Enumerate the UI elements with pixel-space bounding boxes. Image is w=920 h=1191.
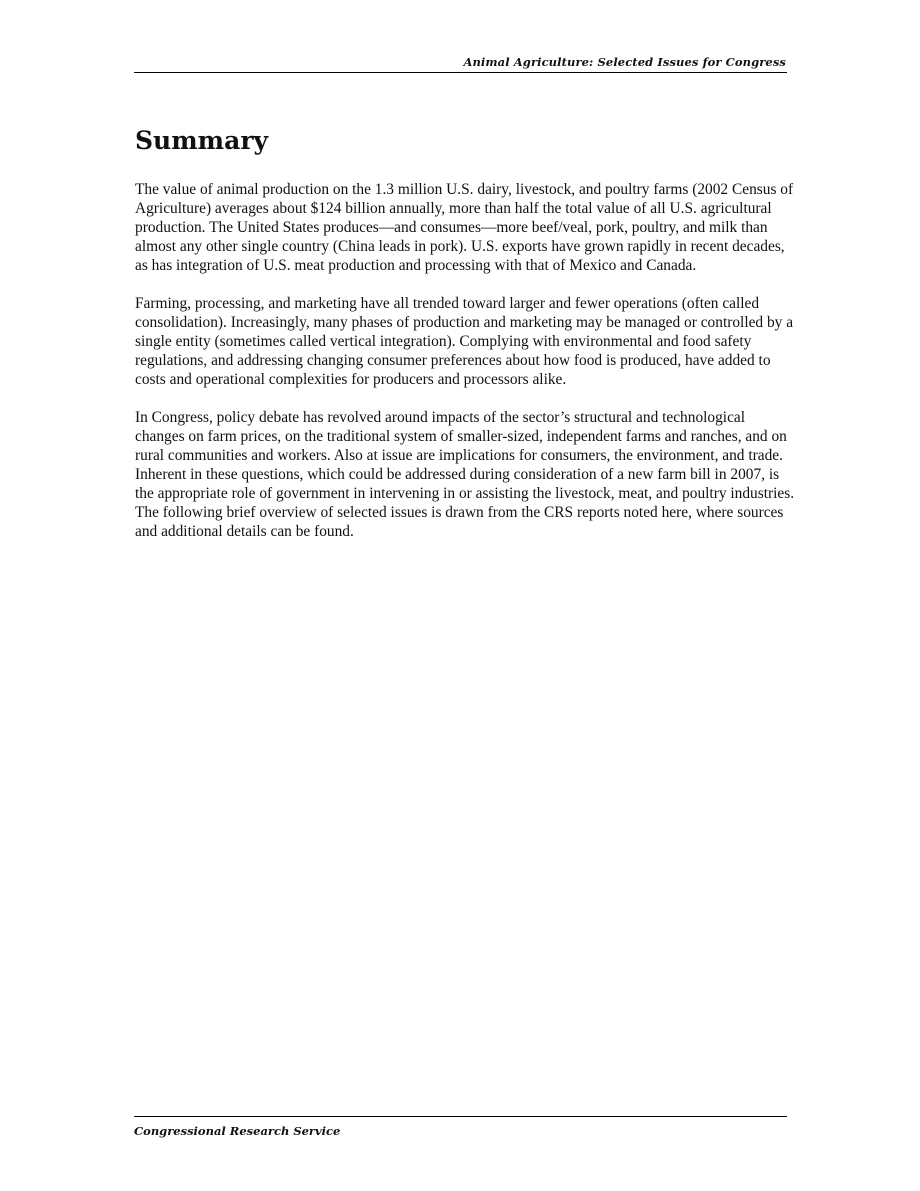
footer-label: Congressional Research Service: [134, 1124, 341, 1138]
page-footer: [134, 1116, 787, 1140]
paragraph-2: Farming, processing, and marketing have all trended toward larger and fewer operations (often called consolidation). Increasingly, many phases of production and marketing may be managed or controlled by a single entity (sometimes called vertical integration). Complying with environmental and food safety regulations, and addressing changing consumer preferences about how food is produced, have added to costs and operational complexities for producers and processors alike.: [135, 295, 794, 388]
paragraph-3: In Congress, policy debate has revolved around impacts of the sector’s structural and technological changes on farm prices, on the traditional system of smaller-sized, independent farms and ranches, and on rural communities and workers. Also at issue are implications for consumers, the environment, and trade. Inherent in these questions, which could be addressed during consideration of a new farm bill in 2007, is the appropriate role of government in intervening in or assisting the livestock, meat, and poultry industries. The following brief overview of selected issues is drawn from the CRS reports noted here, where sources and additional details can be found.: [135, 409, 795, 540]
paragraph-1: The value of animal production on the 1.3 million U.S. dairy, livestock, and poultry farms (2002 Census of Agriculture) averages about $124 billion annually, more than half the total value of all U.S. agricultural production. The United States produces—and consumes—more beef/veal, pork, poultry, and milk than almost any other single country (China leads in pork). U.S. exports have grown rapidly in recent decades, as has integration of U.S. meat production and processing with that of Mexico and Canada.: [135, 181, 794, 274]
section-heading: Summary: [135, 126, 269, 155]
running-title: Animal Agriculture: Selected Issues for Congress: [463, 55, 786, 69]
page-header: [134, 54, 787, 73]
main-content: [135, 124, 795, 560]
